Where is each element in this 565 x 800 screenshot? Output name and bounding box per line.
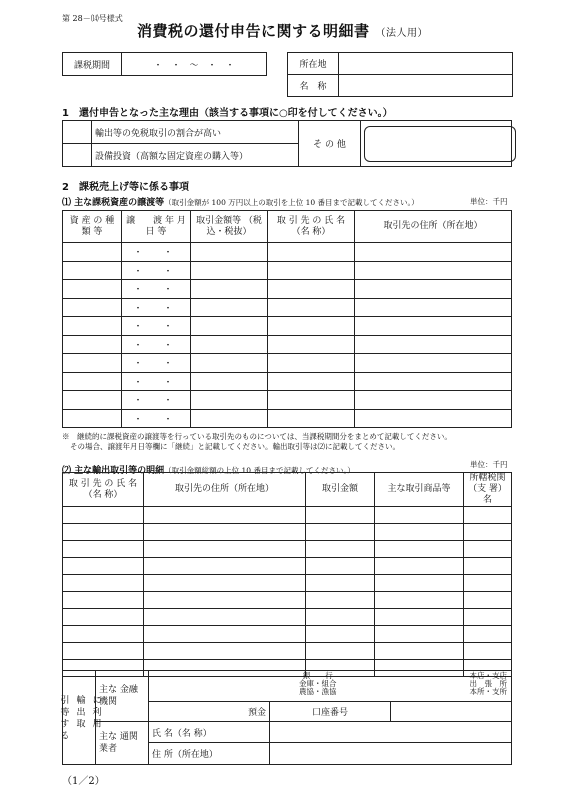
table-cell[interactable] [268,243,355,262]
table-cell[interactable] [268,372,355,391]
taxpayer-box [287,52,513,97]
footnote [62,432,522,452]
table-row [63,592,512,609]
bank-label: 主な 金融機関 [96,671,149,722]
table-row [63,335,512,354]
table-cell[interactable] [464,643,512,660]
bank-type-2: 金庫・組合 [299,679,337,688]
table-cell[interactable] [375,626,464,643]
table-cell[interactable] [144,609,306,626]
reason-1-mark[interactable] [63,121,92,144]
table-cell[interactable] [144,558,306,575]
table-cell[interactable] [63,243,122,262]
date-cell[interactable]: ・ ・ [122,391,191,410]
customs-label: 主な 通関業者 [96,721,149,764]
account-label: 口座番号 [270,702,391,721]
table-cell[interactable] [63,524,144,541]
table-cell[interactable] [63,372,122,391]
table-cell[interactable] [375,558,464,575]
table-cell[interactable] [191,354,268,373]
reason-2-label: 設備投資（高額な固定資産の購入等） [92,144,299,167]
table-cell[interactable] [375,592,464,609]
table-cell[interactable] [63,391,122,410]
table-row [63,298,512,317]
col-transfer-date: 譲 渡 年 月 日 等 [122,211,191,243]
table-row [63,243,512,262]
col-amount: 取引金額等 （税込・税抜） [191,211,268,243]
table-cell[interactable] [268,409,355,428]
table-row [63,575,512,592]
taxable-transfers-table [62,210,512,428]
branch-type-2: 出 張 所 [469,679,507,688]
table-cell[interactable] [375,541,464,558]
export-table [62,472,512,677]
table-cell[interactable] [144,626,306,643]
table-cell[interactable] [63,609,144,626]
sub2-unit: 単位：千円 [470,460,508,469]
table-row [63,354,512,373]
page-indicator: （1／2） [62,776,105,787]
table-cell[interactable] [191,335,268,354]
table-cell[interactable] [63,261,122,280]
table-cell[interactable] [268,317,355,336]
table-cell[interactable] [306,643,375,660]
table-cell[interactable] [375,507,464,524]
col-exp-goods: 主な取引商品等 [375,473,464,507]
table-cell[interactable] [306,609,375,626]
table-cell[interactable] [191,372,268,391]
table-cell[interactable] [268,391,355,410]
table-cell[interactable] [375,609,464,626]
period-label: 課税期間 [63,53,122,76]
other-label: そ の 他 [299,121,361,167]
table-row [63,391,512,410]
customs-name-field[interactable] [270,721,512,743]
table-cell[interactable] [63,558,144,575]
table-row [63,261,512,280]
footnote-line-2: その場合、譲渡年月日等欄に「継続」と記載してください。輸出取引等は⑵に記載してください。 [70,442,400,451]
date-cell[interactable]: ・ ・ [122,298,191,317]
table-cell[interactable] [191,298,268,317]
table-row [63,372,512,391]
name-label: 名 称 [288,75,339,97]
table-cell[interactable] [144,575,306,592]
sub2-note: （取引金額総額の上位 10 番目まで記載してください。） [164,466,355,475]
table-cell[interactable] [63,541,144,558]
reason-1-label: 輸出等の免税取引の割合が高い [92,121,299,144]
date-cell[interactable]: ・ ・ [122,354,191,373]
col-exp-partner-address: 取引先の住所（所在地） [144,473,306,507]
date-cell[interactable]: ・ ・ [122,280,191,299]
table-cell[interactable] [306,524,375,541]
table-row [63,558,512,575]
address-label: 所在地 [288,53,339,75]
table-cell[interactable] [63,626,144,643]
deposit-field[interactable] [149,702,270,721]
table-cell[interactable] [144,541,306,558]
table-cell[interactable] [63,298,122,317]
table-cell[interactable] [464,609,512,626]
customs-name-label: 氏 名（名 称） [149,721,270,743]
table-cell[interactable] [355,298,512,317]
name-field[interactable] [339,75,513,97]
date-cell[interactable]: ・ ・ [122,243,191,262]
table-cell[interactable] [355,354,512,373]
bank-type-1: 銀 行 [302,671,333,680]
table-cell[interactable] [63,643,144,660]
branch-type-3: 本所・支所 [469,687,507,696]
title-text: 消費税の還付申告に関する明細書 [136,22,370,40]
table-row [63,643,512,660]
side-label-col-1: に 利 用 [90,695,101,728]
side-label-col-3: 引 等 す る [58,695,69,740]
table-cell[interactable] [355,372,512,391]
table-cell[interactable] [306,626,375,643]
title-suffix: （法人用） [375,28,428,39]
account-field[interactable] [391,702,512,721]
table-cell[interactable] [191,409,268,428]
reasons-table [62,120,512,167]
table-row [63,609,512,626]
table-cell[interactable] [63,507,144,524]
sub1-heading: ⑴ 主な課税資産の譲渡等 [62,198,165,208]
table-cell[interactable] [63,280,122,299]
table-row [63,507,512,524]
customs-addr-field[interactable] [270,743,512,765]
table-row [63,626,512,643]
col-partner-name: 取 引 先 の 氏 名（名 称） [268,211,355,243]
section2-heading: 2 課税売上げ等に係る事項 [62,182,189,193]
sub1-note: （取引金額が 100 万円以上の取引を上位 10 番目まで記載してください。） [164,198,419,207]
table-row [63,317,512,336]
table-cell[interactable] [355,391,512,410]
table-cell[interactable] [63,575,144,592]
table-cell[interactable] [464,558,512,575]
bank-type-3: 農協・漁協 [299,687,337,696]
side-label-col-2: 輸 出 取 [74,695,85,728]
table-cell[interactable] [355,317,512,336]
export-support-table [58,670,512,765]
footnote-line-1: ※ 継続的に課税資産の譲渡等を行っている取引先のものについては、当課税期間分をまとめて記載してください。 [62,432,452,441]
col-exp-customs: 所轄税関 （支 署）名 [464,473,512,507]
branch-types [470,672,508,696]
date-cell[interactable]: ・ ・ [122,335,191,354]
other-field[interactable] [361,121,512,167]
table-cell[interactable] [268,335,355,354]
sub1-heading-line [62,195,512,208]
section1-heading: 1 還付申告となった主な理由（該当する事項に○印を付してください。） [62,108,393,119]
table-cell[interactable] [268,298,355,317]
table-cell[interactable] [63,317,122,336]
table-cell[interactable] [306,558,375,575]
table-cell[interactable] [306,575,375,592]
deposit-label: 預金 [247,708,266,719]
date-cell[interactable]: ・ ・ [122,261,191,280]
table-cell[interactable] [268,261,355,280]
side-label [58,671,101,765]
customs-addr-label: 住 所（所在地） [149,743,270,765]
table-cell[interactable] [191,280,268,299]
table-cell[interactable] [191,261,268,280]
col-exp-partner-name: 取 引 先 の 氏 名（名 称） [63,473,144,507]
date-cell[interactable]: ・ ・ [122,317,191,336]
table-cell[interactable] [464,626,512,643]
table-cell[interactable] [268,354,355,373]
table-cell[interactable] [355,409,512,428]
table-cell[interactable] [63,354,122,373]
period-value[interactable]: ・ ・ ～ ・ ・ [122,53,267,76]
table-cell[interactable] [306,592,375,609]
col-asset-type: 資 産 の 種 類 等 [63,211,122,243]
date-cell[interactable]: ・ ・ [122,372,191,391]
period-box [62,52,267,76]
table-row [63,280,512,299]
sub2-heading: ⑵ 主な輸出取引等の明細 [62,466,165,476]
table-row [63,524,512,541]
table-row [63,541,512,558]
table-cell[interactable] [63,335,122,354]
other-bracket [364,126,516,162]
table-cell[interactable] [144,592,306,609]
bank-field[interactable] [149,671,512,702]
table-cell[interactable] [464,575,512,592]
table-cell[interactable] [464,507,512,524]
col-exp-amount: 取引金額 [306,473,375,507]
col-partner-address: 取引先の住所（所在地） [355,211,512,243]
table-cell[interactable] [375,643,464,660]
table-cell[interactable] [355,261,512,280]
table-cell[interactable] [63,409,122,428]
branch-type-1: 本店・支店 [469,671,507,680]
table-cell[interactable] [355,335,512,354]
table-cell[interactable] [306,507,375,524]
table-cell[interactable] [355,243,512,262]
table-row [63,409,512,428]
bank-types [299,672,337,696]
table-cell[interactable] [144,643,306,660]
table-cell[interactable] [464,592,512,609]
table-cell[interactable] [191,243,268,262]
table-cell[interactable] [306,541,375,558]
table-cell[interactable] [464,524,512,541]
table-cell[interactable] [375,524,464,541]
table-cell[interactable] [464,541,512,558]
address-field[interactable] [339,53,513,75]
table-cell[interactable] [191,317,268,336]
table-cell[interactable] [268,280,355,299]
sub1-unit: 単位：千円 [470,197,508,206]
table-cell[interactable] [144,524,306,541]
table-cell[interactable] [63,592,144,609]
table-cell[interactable] [355,280,512,299]
table-cell[interactable] [375,575,464,592]
table-cell[interactable] [144,507,306,524]
date-cell[interactable]: ・ ・ [122,409,191,428]
page-title [0,20,565,41]
table-cell[interactable] [191,391,268,410]
form-number: 第 28－⒁号様式 [62,14,123,23]
reason-2-mark[interactable] [63,144,92,167]
